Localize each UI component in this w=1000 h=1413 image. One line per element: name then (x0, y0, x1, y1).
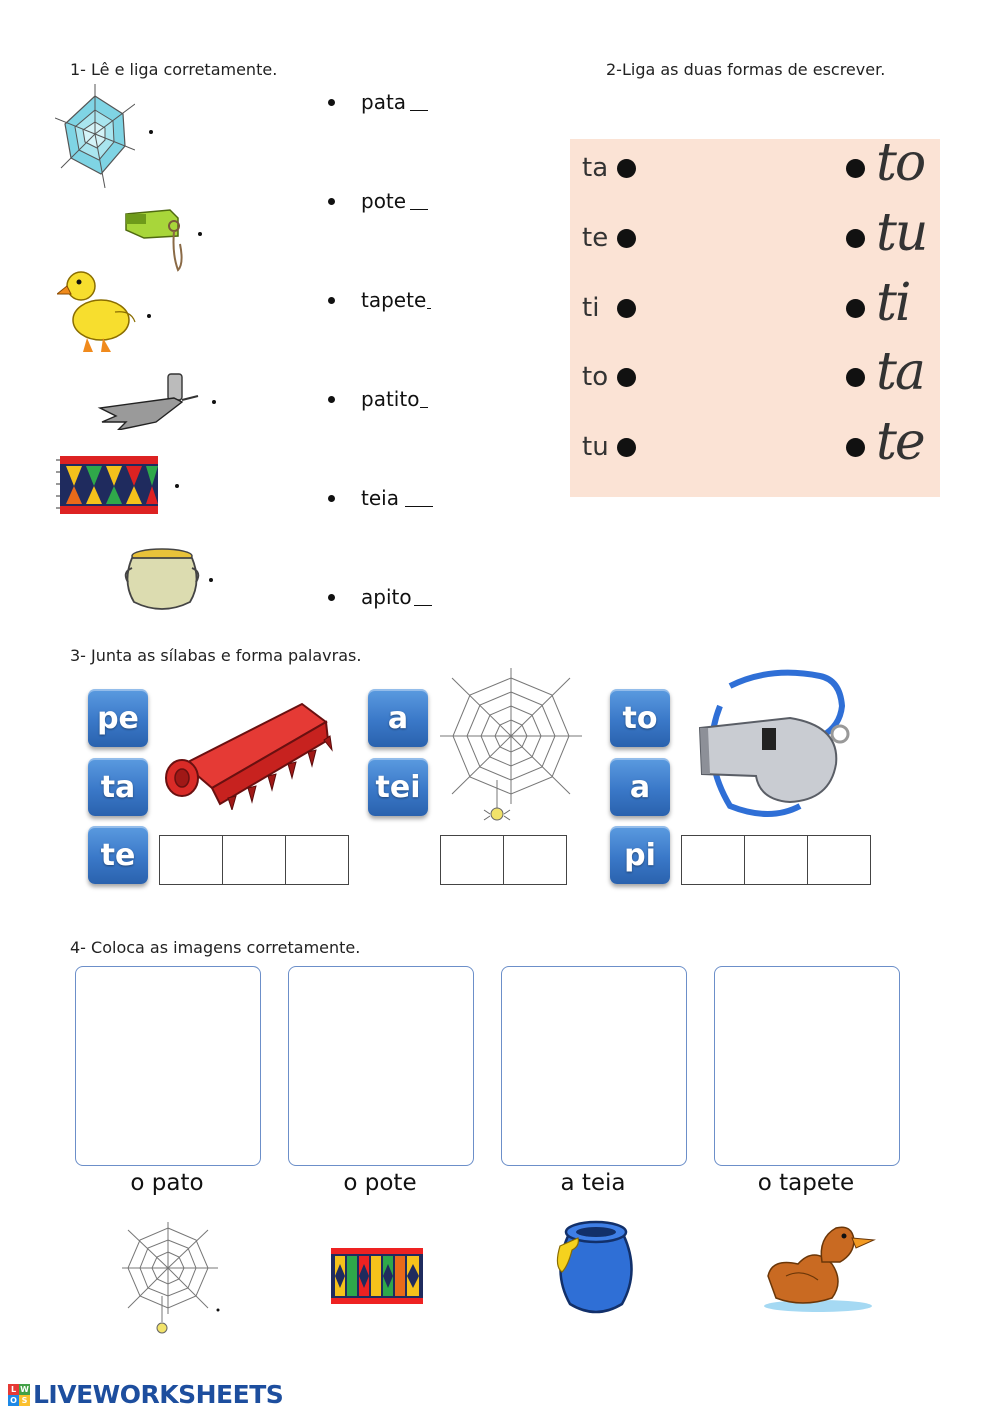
word-item[interactable] (328, 286, 431, 314)
syllable-row (570, 412, 940, 478)
print-syllable: te (582, 223, 609, 253)
cursive-syllable: te (876, 412, 924, 472)
syllable-row (570, 133, 940, 199)
syllable-tile[interactable]: a (368, 689, 428, 747)
drop-zone-label: o pote (343, 1170, 417, 1196)
syllable-row (570, 273, 940, 339)
rug-icon (56, 452, 162, 518)
spider-web-icon (440, 668, 582, 828)
connector-bullet[interactable] (328, 297, 335, 304)
answer-box[interactable] (744, 835, 808, 885)
syllable-tile[interactable]: to (610, 689, 670, 747)
left-connector-dot[interactable] (617, 159, 636, 178)
left-connector-dot[interactable] (617, 299, 636, 318)
answer-box[interactable] (503, 835, 567, 885)
duck-foot-icon (96, 372, 200, 430)
answer-boxes (160, 835, 349, 883)
drop-zone-label: o pato (130, 1170, 204, 1196)
drop-zone[interactable] (714, 966, 900, 1166)
connector-bullet[interactable] (328, 594, 335, 601)
answer-boxes (682, 835, 871, 883)
syllable-tile[interactable]: ta (88, 758, 148, 816)
drop-zone[interactable] (75, 966, 261, 1166)
cursive-syllable: tu (876, 203, 927, 263)
section-1-title: 1- Lê e liga corretamente. (70, 60, 278, 79)
connector-bullet[interactable] (328, 396, 335, 403)
word-label: pote (361, 189, 407, 213)
right-connector-dot[interactable] (846, 368, 865, 387)
logo-mark-icon: L W O S (8, 1384, 30, 1406)
drop-zone-label: o tapete (757, 1170, 855, 1196)
syllable-tile[interactable]: a (610, 758, 670, 816)
rolled-rug-icon (162, 694, 356, 810)
connector-dot[interactable] (209, 578, 213, 582)
section-3-title: 3- Junta as sílabas e forma palavras. (70, 646, 362, 665)
syllable-tile[interactable]: tei (368, 758, 428, 816)
rug-icon[interactable] (327, 1244, 427, 1308)
answer-box[interactable] (222, 835, 286, 885)
word-item[interactable] (328, 484, 433, 512)
right-connector-dot[interactable] (846, 299, 865, 318)
word-label: apito (361, 585, 412, 609)
left-connector-dot[interactable] (617, 368, 636, 387)
connector-bullet[interactable] (328, 99, 335, 106)
spider-web-icon[interactable] (122, 1222, 220, 1340)
print-syllable: ta (582, 153, 609, 183)
word-label: teia (361, 486, 399, 510)
honey-pot-icon[interactable] (554, 1216, 638, 1318)
whistle-icon (122, 204, 188, 274)
word-label: tapete (361, 288, 427, 312)
connector-dot[interactable] (175, 484, 179, 488)
left-connector-dot[interactable] (617, 229, 636, 248)
answer-box[interactable] (440, 835, 504, 885)
syllable-match-panel (570, 133, 940, 497)
word-item[interactable] (328, 88, 428, 116)
right-connector-dot[interactable] (846, 229, 865, 248)
print-syllable: ti (582, 293, 600, 323)
connector-bullet[interactable] (328, 495, 335, 502)
duckling-icon (57, 266, 137, 356)
syllable-tile[interactable]: te (88, 826, 148, 884)
syllable-row (570, 342, 940, 408)
word-label: patito (361, 387, 420, 411)
right-connector-dot[interactable] (846, 438, 865, 457)
connector-dot[interactable] (198, 232, 202, 236)
whistle-icon (690, 666, 854, 820)
logo-text: LIVEWORKSHEETS (33, 1380, 284, 1409)
connector-bullet[interactable] (328, 198, 335, 205)
spider-web-icon (55, 84, 135, 188)
right-connector-dot[interactable] (846, 159, 865, 178)
syllable-row (570, 203, 940, 269)
drop-zone[interactable] (288, 966, 474, 1166)
drop-zone-label: a teia (560, 1170, 626, 1196)
section-2-title: 2-Liga as duas formas de escrever. (606, 60, 886, 79)
word-item[interactable] (328, 187, 428, 215)
syllable-tile[interactable]: pe (88, 689, 148, 747)
duck-icon[interactable] (762, 1218, 880, 1314)
liveworksheets-logo (8, 1380, 283, 1409)
print-syllable: tu (582, 432, 609, 462)
left-connector-dot[interactable] (617, 438, 636, 457)
cursive-syllable: ti (876, 273, 910, 333)
cursive-syllable: to (876, 133, 925, 193)
answer-box[interactable] (807, 835, 871, 885)
answer-box[interactable] (285, 835, 349, 885)
connector-dot[interactable] (147, 314, 151, 318)
answer-box[interactable] (681, 835, 745, 885)
word-label: pata (361, 90, 407, 114)
connector-dot[interactable] (149, 130, 153, 134)
drop-zone[interactable] (501, 966, 687, 1166)
word-item[interactable] (328, 583, 432, 611)
cursive-syllable: ta (876, 342, 924, 402)
syllable-tile[interactable]: pi (610, 826, 670, 884)
answer-boxes (441, 835, 567, 883)
connector-dot[interactable] (212, 400, 216, 404)
answer-box[interactable] (159, 835, 223, 885)
section-4-title: 4- Coloca as imagens corretamente. (70, 938, 361, 957)
word-item[interactable] (328, 385, 428, 413)
pot-icon (120, 546, 204, 612)
print-syllable: to (582, 362, 609, 392)
